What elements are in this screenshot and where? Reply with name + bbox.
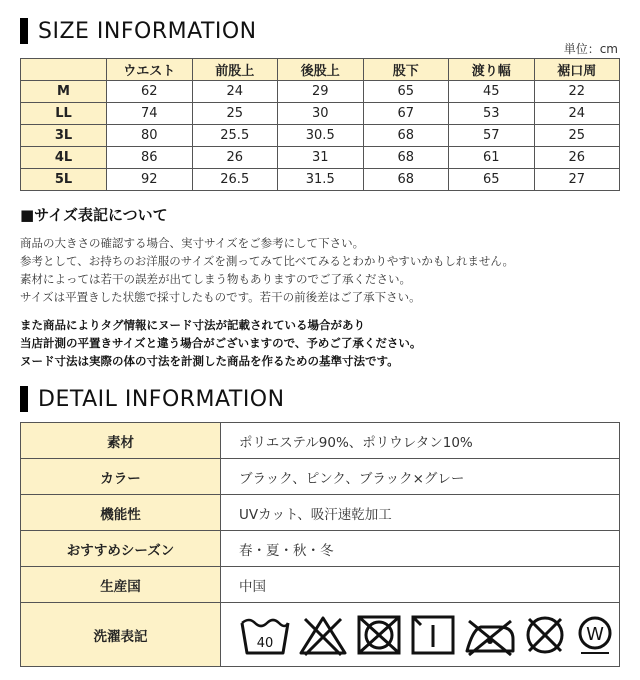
note-line-bold: また商品によりタグ情報にヌード寸法が記載されている場合があり bbox=[20, 318, 365, 332]
size-table bbox=[20, 58, 620, 191]
size-cell: 92 bbox=[107, 169, 193, 191]
size-table-row bbox=[21, 125, 620, 147]
size-cell: 65 bbox=[449, 169, 535, 191]
size-cell: 65 bbox=[363, 81, 449, 103]
size-row-label: M bbox=[21, 81, 107, 103]
size-cell: 74 bbox=[107, 103, 193, 125]
care-icons-cell bbox=[221, 603, 620, 667]
size-information-title: SIZE INFORMATION bbox=[38, 18, 257, 44]
wet-clean-icon bbox=[573, 613, 617, 657]
detail-label: カラー bbox=[21, 459, 221, 495]
size-cell: 62 bbox=[107, 81, 193, 103]
line-dry-shade-icon bbox=[409, 613, 457, 657]
size-cell: 29 bbox=[278, 81, 364, 103]
note-line: 商品の大きさの確認する場合、実寸サイズをご参考にして下さい。 bbox=[20, 236, 365, 250]
size-column-header: 前股上 bbox=[192, 59, 278, 81]
note-line-bold: ヌード寸法は実際の体の寸法を計測した商品を作るための基準寸法です。 bbox=[20, 354, 399, 368]
size-cell: 22 bbox=[534, 81, 620, 103]
detail-row-care bbox=[21, 603, 620, 667]
detail-row-season bbox=[21, 531, 620, 567]
detail-information-heading bbox=[20, 386, 285, 412]
size-cell: 26 bbox=[534, 147, 620, 169]
size-cell: 68 bbox=[363, 147, 449, 169]
size-cell: 57 bbox=[449, 125, 535, 147]
size-row-label: LL bbox=[21, 103, 107, 125]
size-table-header bbox=[21, 59, 620, 81]
size-cell: 30 bbox=[278, 103, 364, 125]
size-cell: 67 bbox=[363, 103, 449, 125]
nude-size-notes bbox=[20, 316, 421, 370]
wash-40-icon bbox=[239, 613, 291, 657]
detail-value: 中国 bbox=[221, 567, 620, 603]
size-cell: 45 bbox=[449, 81, 535, 103]
unit-label: 単位：cm bbox=[563, 42, 618, 56]
detail-row-origin bbox=[21, 567, 620, 603]
size-table-row bbox=[21, 81, 620, 103]
note-line: 参考として、お持ちのお洋服のサイズを測ってみて比べてみるとわかりやすいかもしれません。 bbox=[20, 254, 515, 268]
size-notes-title: ■サイズ表記について bbox=[20, 206, 168, 224]
no-tumble-dry-icon bbox=[355, 613, 403, 657]
size-cell: 80 bbox=[107, 125, 193, 147]
size-cell: 26.5 bbox=[192, 169, 278, 191]
size-cell: 53 bbox=[449, 103, 535, 125]
detail-value: ブラック、ピンク、ブラック×グレー bbox=[221, 459, 620, 495]
detail-row-material bbox=[21, 423, 620, 459]
note-line: サイズは平置きした状態で採寸したものです。若干の前後差はご了承下さい。 bbox=[20, 290, 421, 304]
heading-bar bbox=[20, 18, 28, 44]
size-cell: 27 bbox=[534, 169, 620, 191]
size-row-label: 4L bbox=[21, 147, 107, 169]
size-notes bbox=[20, 234, 514, 306]
size-cell: 86 bbox=[107, 147, 193, 169]
size-cell: 25 bbox=[534, 125, 620, 147]
size-cell: 24 bbox=[192, 81, 278, 103]
care-icons bbox=[239, 613, 619, 657]
size-column-header: 後股上 bbox=[278, 59, 364, 81]
size-cell: 68 bbox=[363, 125, 449, 147]
detail-label: 素材 bbox=[21, 423, 221, 459]
detail-table bbox=[20, 422, 620, 667]
no-dry-clean-icon bbox=[523, 613, 567, 657]
size-cell: 25 bbox=[192, 103, 278, 125]
size-column-header: ウエスト bbox=[107, 59, 193, 81]
size-cell: 30.5 bbox=[278, 125, 364, 147]
note-line: 素材によっては若干の誤差が出てしまう物もありますのでご了承ください。 bbox=[20, 272, 411, 286]
detail-information-title: DETAIL INFORMATION bbox=[38, 386, 285, 412]
detail-row-function bbox=[21, 495, 620, 531]
size-column-header: 裾口周 bbox=[534, 59, 620, 81]
wash-temperature: 40 bbox=[256, 635, 274, 651]
size-row-label: 5L bbox=[21, 169, 107, 191]
size-information-heading bbox=[20, 18, 257, 44]
detail-row-color bbox=[21, 459, 620, 495]
detail-label: おすすめシーズン bbox=[21, 531, 221, 567]
detail-value: ポリエステル90%、ポリウレタン10% bbox=[221, 423, 620, 459]
detail-value: UVカット、吸汗速乾加工 bbox=[221, 495, 620, 531]
size-cell: 26 bbox=[192, 147, 278, 169]
size-cell: 25.5 bbox=[192, 125, 278, 147]
size-cell: 61 bbox=[449, 147, 535, 169]
detail-label: 洗濯表記 bbox=[21, 603, 221, 667]
size-column-header: 渡り幅 bbox=[449, 59, 535, 81]
size-row-label: 3L bbox=[21, 125, 107, 147]
size-cell: 24 bbox=[534, 103, 620, 125]
size-cell: 31.5 bbox=[278, 169, 364, 191]
low-iron-icon bbox=[463, 613, 517, 657]
size-cell: 31 bbox=[278, 147, 364, 169]
size-table-corner bbox=[21, 59, 107, 81]
size-column-header: 股下 bbox=[363, 59, 449, 81]
size-cell: 68 bbox=[363, 169, 449, 191]
no-bleach-icon bbox=[297, 613, 349, 657]
detail-value: 春・夏・秋・冬 bbox=[221, 531, 620, 567]
wet-clean-letter: W bbox=[586, 623, 604, 645]
note-line-bold: 当店計測の平置きサイズと違う場合がございますので、予めご了承ください。 bbox=[20, 336, 422, 350]
size-table-row bbox=[21, 147, 620, 169]
size-table-row bbox=[21, 169, 620, 191]
size-table-row bbox=[21, 103, 620, 125]
detail-label: 生産国 bbox=[21, 567, 221, 603]
heading-bar bbox=[20, 386, 28, 412]
detail-label: 機能性 bbox=[21, 495, 221, 531]
